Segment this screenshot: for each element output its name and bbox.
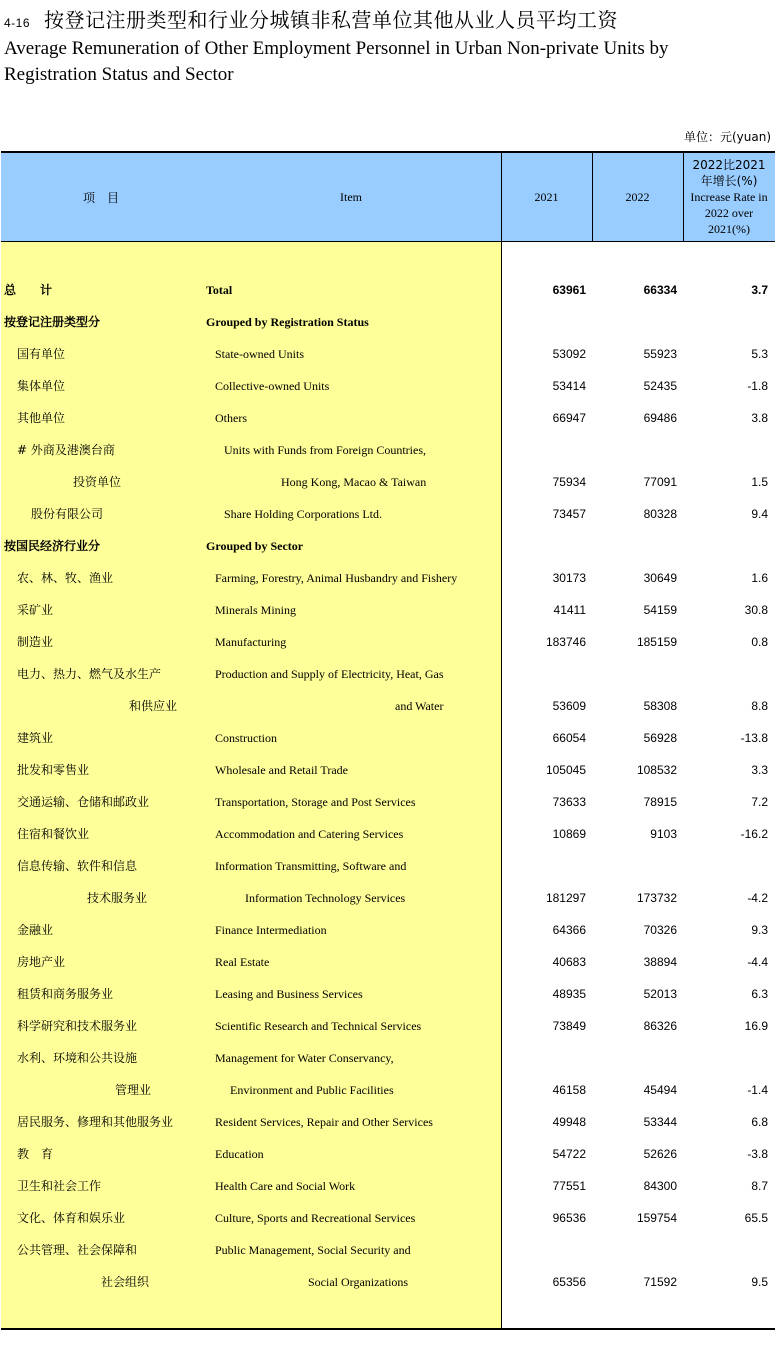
cell-rate: 0.8 [751,635,768,649]
row-label-en: Health Care and Social Work [215,1179,356,1193]
cell-2021: 75934 [552,475,586,489]
cell-rate: -13.8 [740,731,768,745]
table-number: 4-16 [4,16,31,30]
cell-rate: 8.8 [751,699,768,713]
cell-rate: 3.3 [751,763,768,777]
row-label-cn: 农、林、牧、渔业 [17,571,114,585]
cell-2021: 53609 [552,699,586,713]
cell-rate: -3.8 [747,1147,768,1161]
row-label-en: Units with Funds from Foreign Countries, [224,443,427,457]
cell-2021: 65356 [552,1275,586,1289]
row-label-en: Grouped by Registration Status [206,315,369,329]
row-label-en: Information Transmitting, Software and [215,859,407,873]
cell-rate: 7.2 [751,795,768,809]
column-divider [592,153,593,242]
row-label-en: Finance Intermediation [215,923,327,937]
cell-rate: 6.8 [751,1115,768,1129]
cell-2022: 70326 [643,923,677,937]
row-label-en: Environment and Public Facilities [230,1083,394,1097]
table-row [0,658,775,690]
cell-2022: 52013 [643,987,677,1001]
table-row [0,1138,775,1170]
row-label-en: Resident Services, Repair and Other Services [215,1115,433,1129]
row-label-cn: 教 育 [17,1147,54,1161]
cell-2022: 53344 [643,1115,677,1129]
table-row [0,1266,775,1298]
row-label-cn: 租赁和商务服务业 [17,987,114,1001]
table-row [0,402,775,434]
row-label-cn: 投资单位 [73,475,122,489]
table-row [0,786,775,818]
row-label-cn: 采矿业 [17,603,54,617]
table-row [0,1010,775,1042]
row-label-en: Minerals Mining [215,603,296,617]
cell-2021: 73849 [552,1019,586,1033]
row-label-cn: 按国民经济行业分 [4,539,101,553]
cell-2022: 71592 [643,1275,677,1289]
column-divider [683,153,684,242]
table-row [0,1074,775,1106]
cell-2021: 41411 [553,603,586,617]
row-label-cn: 批发和零售业 [17,763,90,777]
table-row [0,306,775,338]
row-label-en: Share Holding Corporations Ltd. [224,507,382,521]
cell-rate: -4.4 [747,955,768,969]
cell-2021: 66054 [552,731,586,745]
cell-2021: 73457 [552,507,586,521]
row-label-cn: 交通运输、仓储和邮政业 [17,795,150,809]
row-label-cn: 股份有限公司 [31,507,104,521]
row-label-cn: 国有单位 [17,347,66,361]
cell-2021: 49948 [552,1115,586,1129]
table-row [0,1170,775,1202]
row-label-en: Manufacturing [215,635,287,649]
cell-2021: 181297 [545,891,586,905]
page-title-cn [4,4,618,33]
cell-2021: 48935 [552,987,586,1001]
cell-2022: 185159 [636,635,677,649]
table-row [0,1106,775,1138]
table-row [0,594,775,626]
table-row [0,434,775,466]
table-row [0,882,775,914]
header-rate [683,153,775,241]
cell-2021: 183746 [545,635,586,649]
cell-2022: 30649 [643,571,677,585]
row-label-en: Grouped by Sector [206,539,304,553]
row-label-en: Leasing and Business Services [215,987,363,1001]
row-label-cn: 管理业 [115,1083,152,1097]
cell-2021: 10869 [552,827,586,841]
row-label-en: Scientific Research and Technical Services [215,1019,422,1033]
cell-rate: -1.4 [747,1083,768,1097]
row-label-en: Information Technology Services [245,891,406,905]
row-label-en: Social Organizations [308,1275,409,1289]
cell-2022: 80328 [643,507,677,521]
cell-2021: 30173 [552,571,586,585]
cell-2022: 77091 [643,475,677,489]
row-label-en: Management for Water Conservancy, [215,1051,394,1065]
row-label-en: Others [215,411,247,425]
table-row [0,690,775,722]
cell-rate: 16.9 [744,1019,768,1033]
cell-2022: 52626 [643,1147,677,1161]
table-row [0,754,775,786]
cell-2022: 56928 [643,731,677,745]
row-label-cn: 水利、环境和公共设施 [17,1051,138,1065]
cell-rate: 1.6 [751,571,768,585]
cell-rate: -1.8 [747,379,768,393]
table-row [0,562,775,594]
row-label-cn: # 外商及港澳台商 [17,443,115,457]
row-label-cn: 电力、热力、燃气及水生产 [17,667,162,681]
cell-2022: 173732 [636,891,677,905]
header-rate-cn: 2022比2021年增长(%) [692,158,766,188]
cell-rate: 9.4 [751,507,768,521]
table-row [0,530,775,562]
cell-rate: 8.7 [751,1179,768,1193]
table-row [0,370,775,402]
row-label-cn: 公共管理、社会保障和 [17,1243,138,1257]
cell-2021: 105045 [545,763,586,777]
cell-rate: -4.2 [747,891,768,905]
cell-2022: 86326 [643,1019,677,1033]
cell-2022: 108532 [636,763,677,777]
row-label-en: Real Estate [215,955,270,969]
page-title-en: Average Remuneration of Other Employment Personnel in Urban Non-private Units by Registration Status and Sector [4,38,669,85]
row-label-cn: 建筑业 [17,731,54,745]
row-label-cn: 社会组织 [101,1275,150,1289]
row-label-cn: 金融业 [17,923,54,937]
table-row [0,1234,775,1266]
row-label-en: and Water [395,699,444,713]
row-label-en: Farming, Forestry, Animal Husbandry and Fishery [215,571,458,585]
cell-rate: 1.5 [751,475,768,489]
row-label-cn: 总 计 [4,283,53,297]
row-label-en: Total [206,283,233,297]
table-row [0,978,775,1010]
table-row [0,850,775,882]
cell-2021: 66947 [552,411,586,425]
cell-rate: 6.3 [751,987,768,1001]
table-header [1,153,775,242]
row-label-cn: 住宿和餐饮业 [17,827,90,841]
cell-rate: 9.3 [751,923,768,937]
header-item-en: Item [340,189,362,204]
row-label-en: Hong Kong, Macao & Taiwan [281,475,427,489]
cell-2021: 46158 [552,1083,586,1097]
cell-2022: 66334 [643,283,677,297]
cell-2022: 55923 [643,347,677,361]
cell-2021: 53414 [552,379,586,393]
header-2022: 2022 [625,189,650,204]
title-cn-text: 按登记注册类型和行业分城镇非私营单位其他从业人员平均工资 [44,8,619,32]
cell-2022: 54159 [643,603,677,617]
row-label-cn: 房地产业 [17,955,66,969]
row-label-cn: 技术服务业 [87,891,148,905]
table-row [0,338,775,370]
cell-2022: 159754 [636,1211,677,1225]
cell-rate: 9.5 [751,1275,768,1289]
table-row [0,722,775,754]
cell-2022: 38894 [643,955,677,969]
row-label-en: State-owned Units [215,347,304,361]
row-label-cn: 制造业 [17,635,54,649]
table-row [0,498,775,530]
cell-2022: 9103 [650,827,677,841]
header-2021: 2021 [534,189,559,204]
cell-rate: 30.8 [744,603,768,617]
cell-2021: 63961 [552,283,586,297]
row-label-en: Education [215,1147,264,1161]
cell-2021: 53092 [552,347,586,361]
table-row [0,914,775,946]
table-row [0,1202,775,1234]
cell-2021: 54722 [552,1147,586,1161]
row-label-en: Public Management, Social Security and [215,1243,411,1257]
cell-rate: -16.2 [740,827,768,841]
row-label-cn: 和供应业 [129,699,178,713]
row-label-cn: 信息传输、软件和信息 [17,859,138,873]
table-row [0,1042,775,1074]
row-label-cn: 卫生和社会工作 [17,1179,102,1193]
table-row [0,946,775,978]
table-row [0,466,775,498]
cell-2022: 69486 [643,411,677,425]
header-rate-en: Increase Rate in 2022 over 2021(%) [690,190,768,236]
row-label-en: Production and Supply of Electricity, Heat, Gas [215,667,444,681]
table-row [0,274,775,306]
row-label-en: Accommodation and Catering Services [215,827,404,841]
table-row [0,626,775,658]
cell-2021: 64366 [552,923,586,937]
row-label-en: Collective-owned Units [215,379,330,393]
cell-rate: 3.7 [751,283,768,297]
cell-rate: 3.8 [751,411,768,425]
row-label-cn: 居民服务、修理和其他服务业 [17,1115,174,1129]
bottom-rule [1,1328,775,1330]
cell-2022: 52435 [643,379,677,393]
row-label-cn: 科学研究和技术服务业 [17,1019,138,1033]
cell-2022: 84300 [643,1179,677,1193]
cell-rate: 5.3 [751,347,768,361]
cell-2021: 73633 [552,795,586,809]
cell-rate: 65.5 [744,1211,768,1225]
cell-2021: 40683 [552,955,586,969]
cell-2021: 77551 [552,1179,586,1193]
row-label-en: Construction [215,731,277,745]
row-label-cn: 按登记注册类型分 [4,315,101,329]
cell-2021: 96536 [552,1211,586,1225]
row-label-en: Culture, Sports and Recreational Services [215,1211,416,1225]
header-item-cn: 项 目 [82,190,119,205]
cell-2022: 45494 [643,1083,677,1097]
row-label-cn: 其他单位 [17,411,66,425]
unit-label: 单位：元(yuan) [683,130,771,144]
table-row [0,818,775,850]
row-label-cn: 集体单位 [17,379,66,393]
row-label-en: Transportation, Storage and Post Services [215,795,416,809]
cell-2022: 58308 [643,699,677,713]
cell-2022: 78915 [643,795,677,809]
row-label-cn: 文化、体育和娱乐业 [17,1211,126,1225]
row-label-en: Wholesale and Retail Trade [215,763,348,777]
